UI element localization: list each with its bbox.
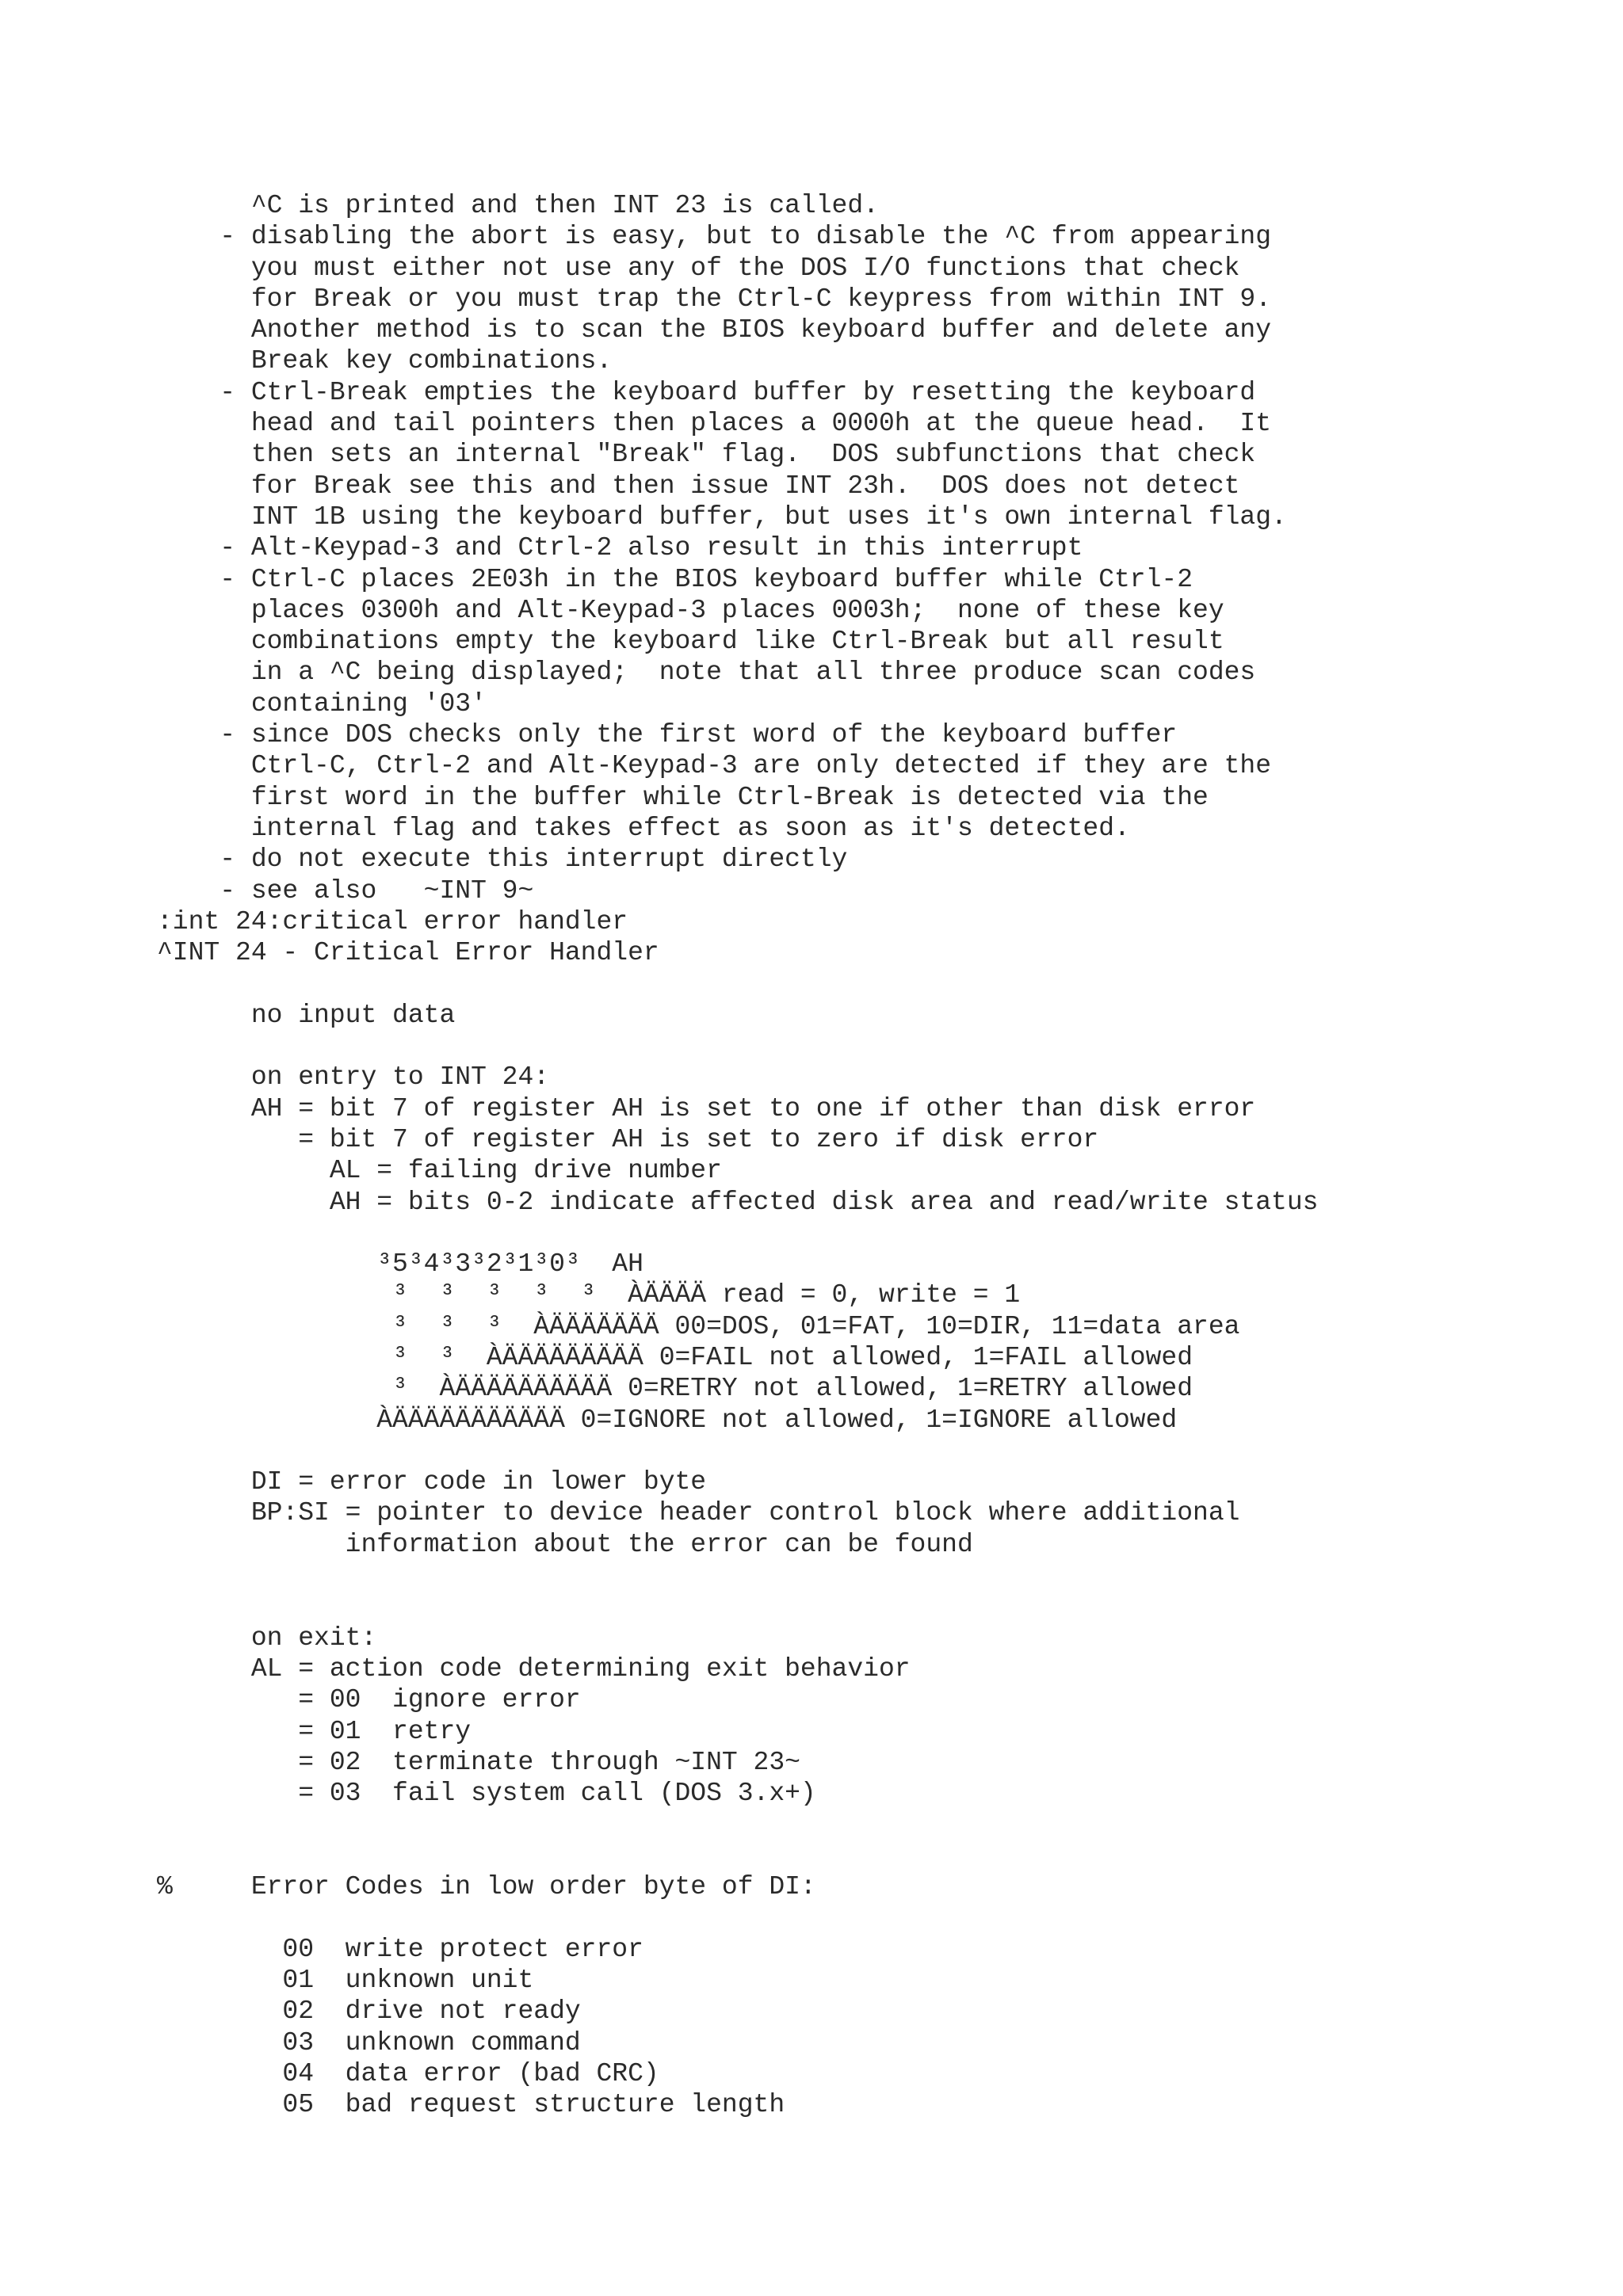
text-line: - since DOS checks only the first word of the keyboard buffer — [157, 720, 1178, 750]
text-line: head and tail pointers then places a 0000h at the queue head. It — [157, 409, 1272, 439]
text-line: ³ ³ ÀÄÄÄÄÄÄÄÄÄ 0=FAIL not allowed, 1=FAIL allowed — [157, 1342, 1193, 1372]
text-line: ÀÄÄÄÄÄÄÄÄÄÄÄ 0=IGNORE not allowed, 1=IGNORE allowed — [157, 1405, 1178, 1435]
text-line: first word in the buffer while Ctrl-Break is detected via the — [157, 782, 1209, 812]
text-line: in a ^C being displayed; note that all three produce scan codes — [157, 658, 1256, 688]
text-line: ³ ³ ³ ÀÄÄÄÄÄÄÄ 00=DOS, 01=FAT, 10=DIR, 11=data area — [157, 1311, 1240, 1341]
text-line: = bit 7 of register AH is set to zero if disk error — [157, 1124, 1099, 1154]
text-line: - Ctrl-Break empties the keyboard buffer by resetting the keyboard — [157, 377, 1256, 407]
text-line: ³5³4³3³2³1³0³ AH — [157, 1249, 643, 1280]
text-line: combinations empty the keyboard like Ctrl-Break but all result — [157, 627, 1224, 657]
text-line: = 01 retry — [157, 1716, 472, 1746]
text-line: AH = bits 0-2 indicate affected disk area and read/write status — [157, 1187, 1319, 1217]
text-line: 04 data error (bad CRC) — [157, 2058, 659, 2088]
text-line — [157, 1560, 1599, 1591]
text-line: for Break or you must trap the Ctrl-C keypress from within INT 9. — [157, 284, 1272, 314]
text-line: % Error Codes in low order byte of DI: — [157, 1872, 816, 1902]
text-line: 01 unknown unit — [157, 1965, 534, 1995]
text-line: ³ ³ ³ ³ ³ ÀÄÄÄÄ read = 0, write = 1 — [157, 1280, 1021, 1310]
text-line: 05 bad request structure length — [157, 2090, 785, 2120]
text-line: DI = error code in lower byte — [157, 1467, 707, 1497]
text-line: you must either not use any of the DOS I/O functions that check — [157, 253, 1240, 283]
text-line — [157, 1436, 1599, 1466]
document-text — [157, 190, 1599, 2120]
text-line: for Break see this and then issue INT 23h. DOS does not detect — [157, 471, 1240, 501]
text-line: BP:SI = pointer to device header control block where additional — [157, 1498, 1240, 1528]
text-line: 02 drive not ready — [157, 1997, 581, 2027]
text-line — [157, 1902, 1599, 1933]
text-line: ³ ÀÄÄÄÄÄÄÄÄÄÄ 0=RETRY not allowed, 1=RETRY allowed — [157, 1374, 1193, 1404]
text-line: no input data — [157, 1000, 456, 1030]
text-line: :int 24:critical error handler — [157, 906, 628, 936]
text-line: on entry to INT 24: — [157, 1062, 550, 1093]
text-line — [157, 1031, 1599, 1062]
text-line: = 02 terminate through ~INT 23~ — [157, 1747, 800, 1777]
text-line: on exit: — [157, 1623, 377, 1653]
text-line — [157, 1809, 1599, 1840]
text-line: containing '03' — [157, 688, 487, 719]
text-line — [157, 1840, 1599, 1871]
text-line: = 03 fail system call (DOS 3.x+) — [157, 1779, 816, 1809]
text-line: - disabling the abort is easy, but to disable the ^C from appearing — [157, 222, 1272, 252]
text-line — [157, 1218, 1599, 1249]
text-line: places 0300h and Alt-Keypad-3 places 0003h; none of these key — [157, 595, 1224, 625]
text-line — [157, 968, 1599, 999]
text-line: 03 unknown command — [157, 2027, 581, 2058]
text-line: INT 1B using the keyboard buffer, but uses it's own internal flag. — [157, 502, 1287, 532]
text-line — [157, 1591, 1599, 1622]
text-line: Ctrl-C, Ctrl-2 and Alt-Keypad-3 are only detected if they are the — [157, 751, 1272, 781]
text-line: 00 write protect error — [157, 1934, 643, 1964]
text-line: information about the error can be found — [157, 1529, 973, 1559]
text-line: AL = action code determining exit behavior — [157, 1653, 911, 1684]
text-line: AH = bit 7 of register AH is set to one if other than disk error — [157, 1093, 1256, 1123]
text-line: AL = failing drive number — [157, 1156, 722, 1186]
text-line: - do not execute this interrupt directly — [157, 845, 848, 875]
text-line: then sets an internal "Break" flag. DOS subfunctions that check — [157, 440, 1256, 470]
text-line: internal flag and takes effect as soon as it's detected. — [157, 813, 1130, 843]
text-line: - Alt-Keypad-3 and Ctrl-2 also result in this interrupt — [157, 533, 1083, 563]
text-line: = 00 ignore error — [157, 1685, 581, 1715]
text-line: Break key combinations. — [157, 346, 613, 376]
text-line: Another method is to scan the BIOS keyboard buffer and delete any — [157, 315, 1272, 345]
text-line: - see also ~INT 9~ — [157, 875, 534, 906]
text-line: - Ctrl-C places 2E03h in the BIOS keyboard buffer while Ctrl-2 — [157, 564, 1193, 594]
text-line: ^C is printed and then INT 23 is called. — [157, 191, 879, 220]
text-line: ^INT 24 - Critical Error Handler — [157, 938, 659, 968]
